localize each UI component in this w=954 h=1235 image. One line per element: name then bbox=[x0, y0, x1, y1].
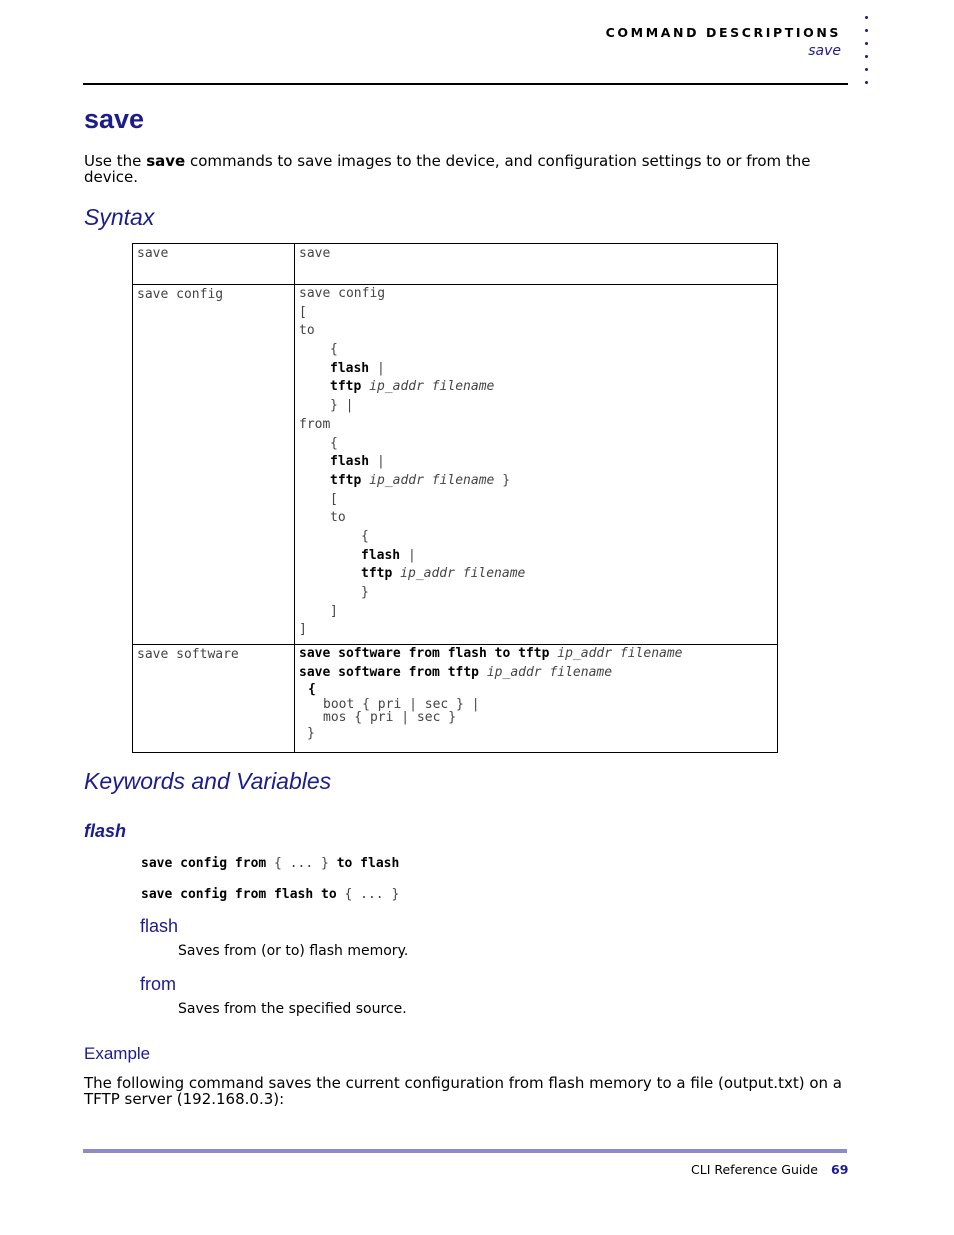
example-heading: Example bbox=[84, 1044, 151, 1063]
syntax-line bbox=[299, 472, 777, 491]
keywords-heading: Keywords and Variables bbox=[84, 768, 332, 794]
intro-paragraph bbox=[84, 153, 854, 185]
keyword-term-flash: flash bbox=[140, 916, 179, 936]
syntax-line: boot { pri | sec } | bbox=[323, 697, 480, 713]
variable: ip_addr filename bbox=[361, 379, 495, 395]
table-row bbox=[133, 244, 777, 284]
syntax-cell: save bbox=[299, 246, 331, 261]
syntax-line bbox=[299, 664, 777, 683]
separator: | bbox=[369, 454, 385, 470]
keyword-description-flash: Saves from (or to) flash memory. bbox=[178, 943, 409, 959]
intro-pre: Use the bbox=[84, 152, 147, 170]
syntax-line: } bbox=[307, 726, 315, 742]
example-paragraph: The following command saves the current configuration from flash memory to a file (output.txt) on a TFTP server (192.168.0.3): bbox=[84, 1074, 842, 1108]
syntax-line: ] bbox=[330, 603, 338, 619]
flash-heading: flash bbox=[84, 821, 127, 841]
keyword: save software from flash to tftp bbox=[299, 646, 550, 661]
syntax-cell bbox=[295, 285, 777, 644]
variable: ip_addr filename bbox=[392, 566, 526, 582]
table-row bbox=[133, 284, 777, 644]
code-example bbox=[141, 887, 399, 902]
syntax-line: mos { pri | sec } bbox=[323, 710, 457, 726]
syntax-line: ] bbox=[299, 622, 307, 638]
syntax-line bbox=[299, 453, 777, 472]
keyword-term-from: from bbox=[140, 974, 176, 994]
syntax-line: } | bbox=[330, 398, 354, 414]
syntax-table bbox=[132, 243, 778, 753]
separator: | bbox=[369, 360, 385, 376]
footer-guide-title: CLI Reference Guide bbox=[691, 1162, 818, 1177]
keyword: tftp bbox=[330, 472, 362, 488]
syntax-line: { bbox=[361, 528, 369, 544]
header-rule bbox=[83, 83, 848, 85]
table-row bbox=[133, 644, 777, 752]
code-placeholder: { ... } bbox=[336, 887, 400, 902]
page-title: save bbox=[84, 104, 145, 134]
intro-post: commands to save images to the device, and configuration settings to or from the device. bbox=[84, 152, 811, 186]
syntax-line bbox=[299, 378, 777, 397]
syntax-line: from bbox=[299, 416, 331, 432]
syntax-line: { bbox=[330, 342, 338, 358]
code-example bbox=[141, 856, 399, 871]
code-keyword: save config from bbox=[141, 856, 267, 871]
code-placeholder: { ... } bbox=[266, 856, 337, 871]
intro-bold-command: save bbox=[146, 152, 186, 170]
variable: ip_addr filename bbox=[479, 664, 613, 680]
syntax-line bbox=[299, 360, 777, 379]
keyword: flash bbox=[330, 454, 370, 470]
keyword: tftp bbox=[361, 566, 393, 582]
footer-page-number: 69 bbox=[831, 1162, 849, 1177]
code-keyword: save config from flash to bbox=[141, 887, 337, 902]
syntax-line bbox=[299, 565, 777, 584]
keyword: flash bbox=[330, 360, 370, 376]
syntax-line: [ bbox=[299, 304, 307, 320]
syntax-line bbox=[299, 682, 777, 697]
syntax-cell bbox=[295, 645, 777, 752]
separator: } bbox=[494, 472, 511, 488]
header-section-title: COMMAND DESCRIPTIONS bbox=[605, 25, 841, 40]
keyword: flash bbox=[361, 547, 401, 563]
code-keyword: to flash bbox=[336, 856, 400, 871]
syntax-line: { bbox=[330, 435, 338, 451]
brace: { bbox=[308, 682, 316, 698]
syntax-line: } bbox=[361, 585, 369, 600]
separator: | bbox=[400, 547, 416, 563]
command-cell: save bbox=[133, 244, 295, 284]
variable: ip_addr filename bbox=[549, 646, 683, 661]
syntax-line: to bbox=[330, 510, 346, 526]
variable: ip_addr filename bbox=[361, 472, 495, 488]
footer-rule bbox=[83, 1149, 847, 1153]
command-cell: save software bbox=[133, 645, 295, 752]
syntax-line: [ bbox=[330, 491, 338, 507]
syntax-line: to bbox=[299, 323, 315, 339]
keyword: save software from tftp bbox=[299, 664, 480, 680]
syntax-line: save config bbox=[299, 286, 386, 301]
syntax-line bbox=[299, 645, 777, 664]
header-dots-decoration bbox=[862, 16, 872, 94]
header-subsection: save bbox=[808, 43, 841, 59]
keyword-description-from: Saves from the specified source. bbox=[178, 1001, 407, 1017]
syntax-line bbox=[299, 547, 777, 566]
command-cell: save config bbox=[133, 285, 295, 644]
keyword: tftp bbox=[330, 379, 362, 395]
syntax-heading: Syntax bbox=[84, 204, 155, 230]
